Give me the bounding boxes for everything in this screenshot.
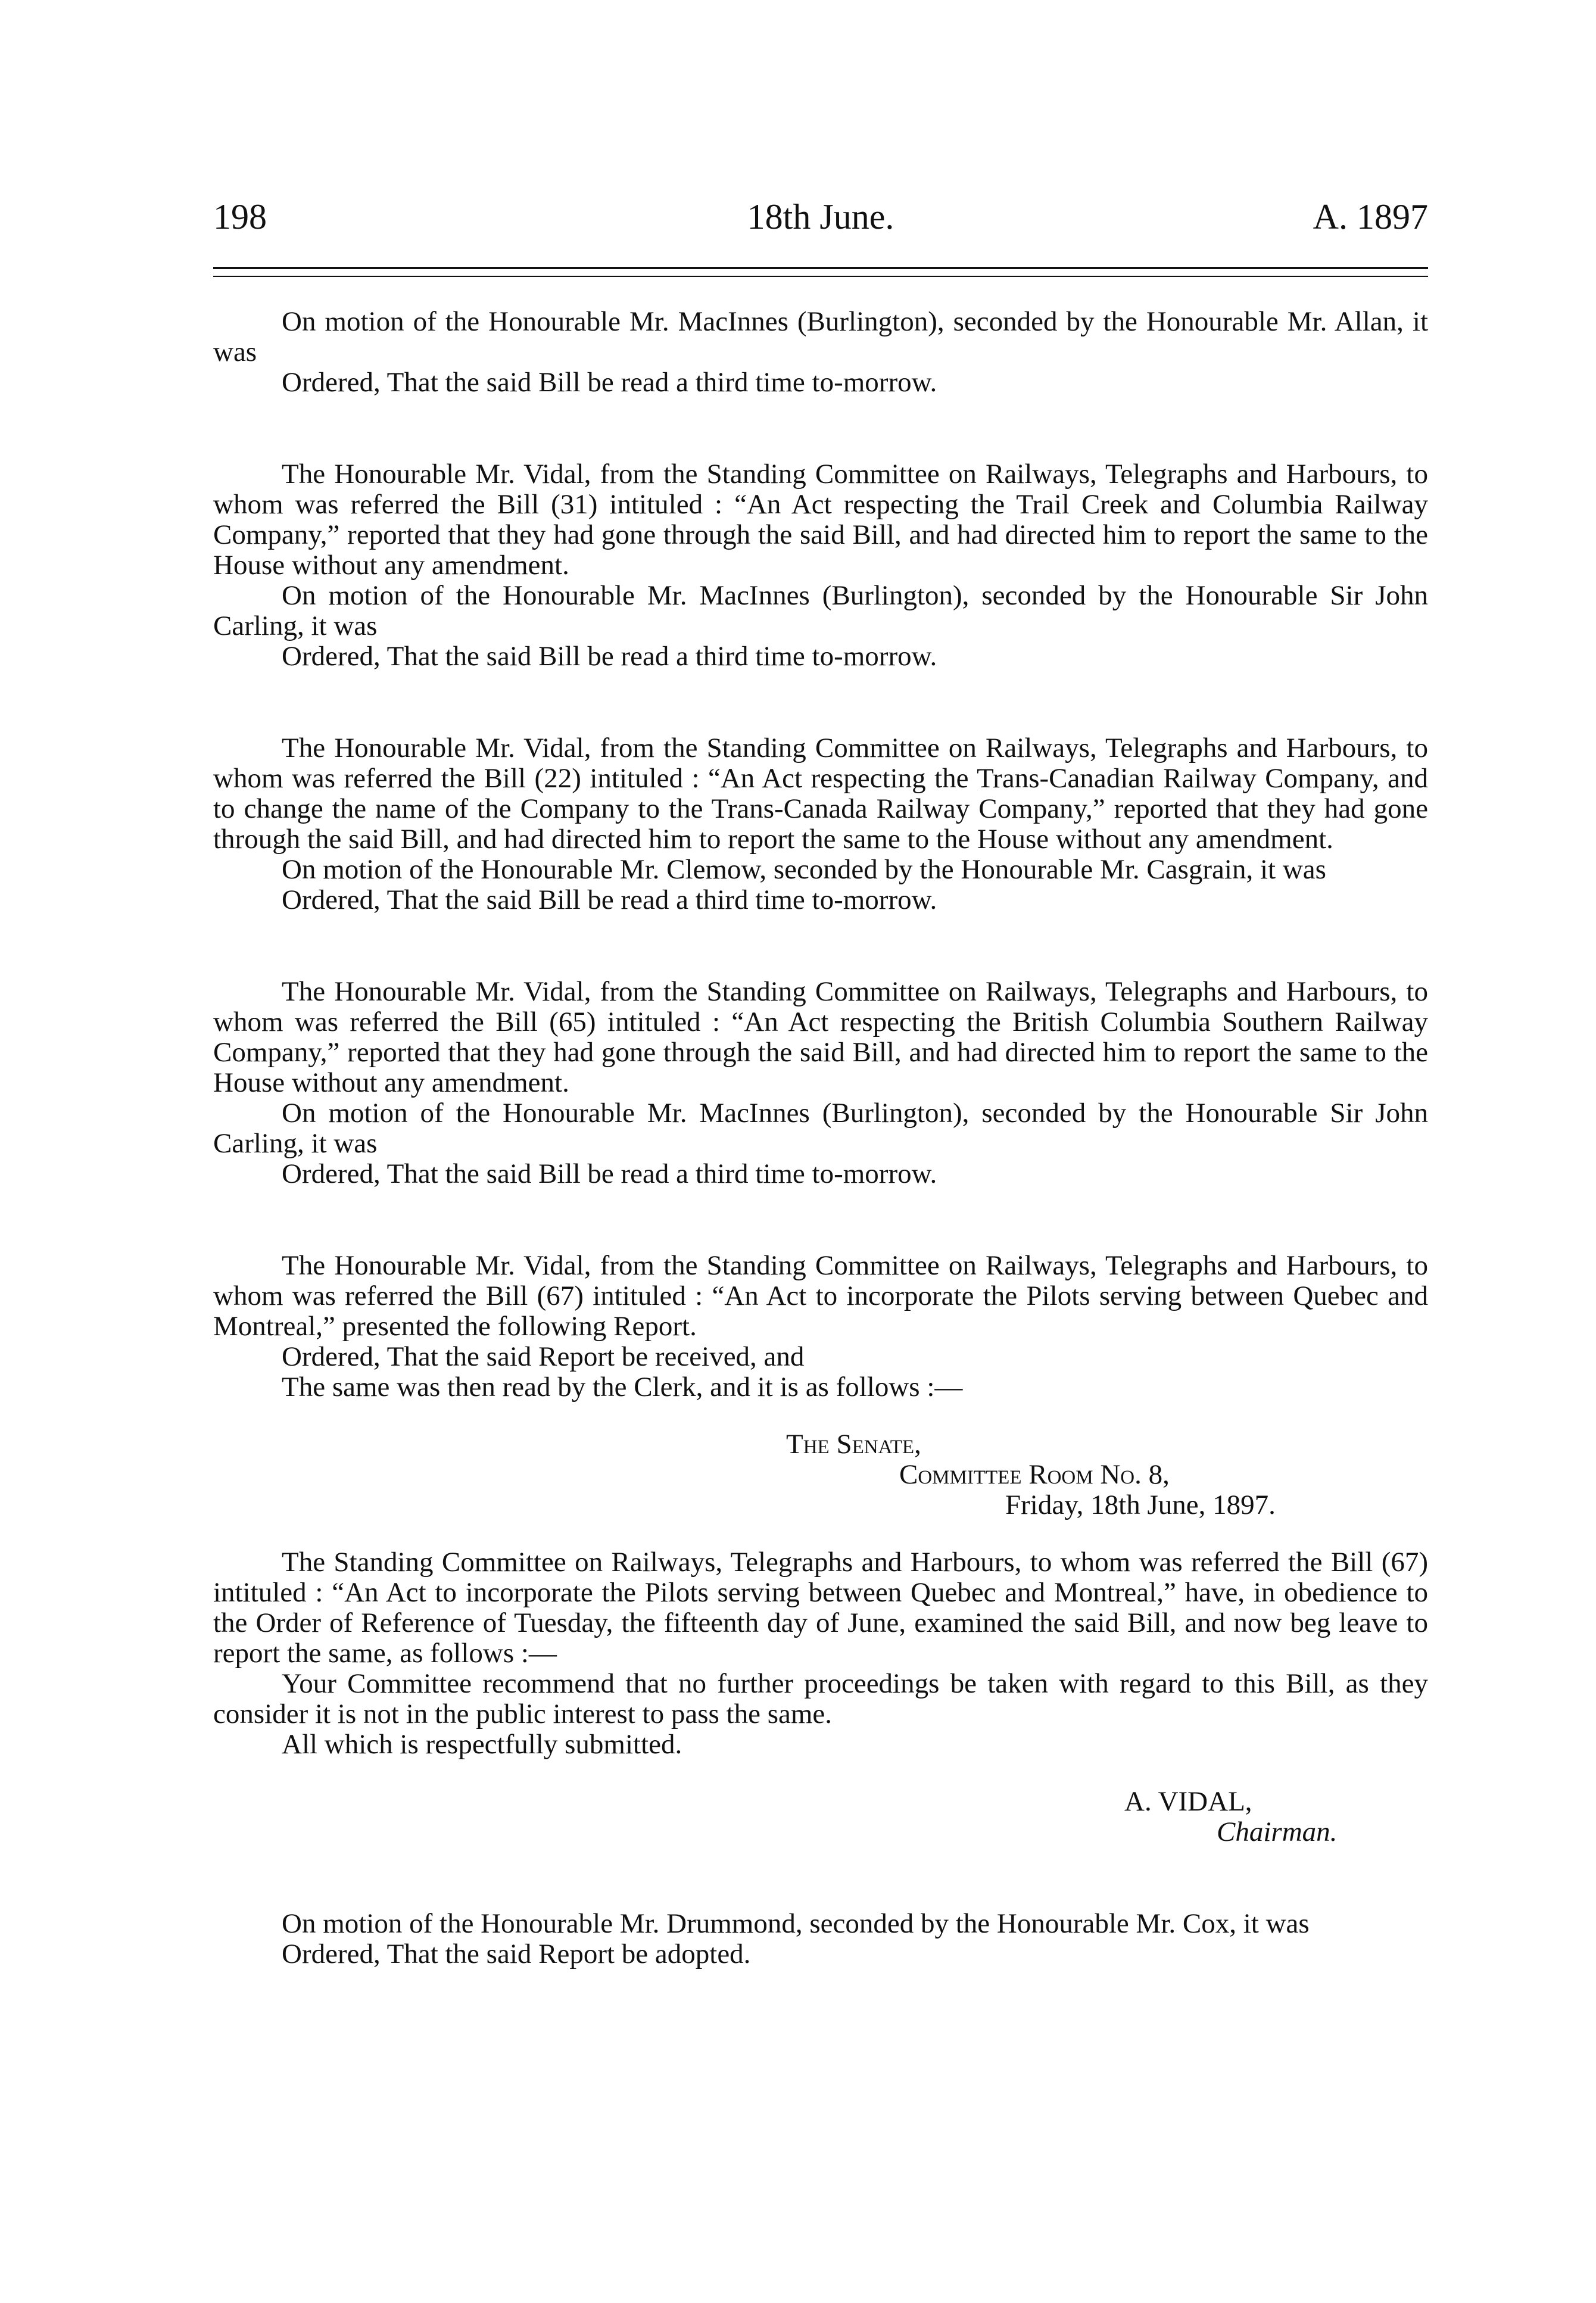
signature-title: Chairman. (1217, 1816, 1338, 1847)
committee-report-paragraph: The Honourable Mr. Vidal, from the Standing Committee on Railways, Telegraphs and Harbours, to whom was referred the Bill (31) intituled : “An Act respecting the Trail Creek and Columbia Railway Company,” reported that they had gone through the said Bill, and had directed him to report the same to the House without any amendment. (213, 459, 1428, 581)
reading-paragraph: The same was then read by the Clerk, and it is as follows :— (282, 1372, 963, 1403)
motion-paragraph: On motion of the Honourable Mr. Drummond, seconded by the Honourable Mr. Cox, it was (282, 1908, 1310, 1939)
order-paragraph: Ordered, That the said Bill be read a third time to-morrow. (282, 367, 937, 398)
page-body (213, 307, 1428, 1969)
motion-paragraph: On motion of the Honourable Mr. MacInnes (Burlington), seconded by the Honourable Sir John Carling, it was (213, 580, 1428, 641)
spacer (213, 398, 1428, 459)
report-paragraph: The Standing Committee on Railways, Telegraphs and Harbours, to whom was referred the Bill (67) intituled : “An Act to incorporate the Pilots serving between Quebec and Montreal,” have, in obedience to the Order of Reference of Tuesday, the fifteenth day of June, examined the said Bill, and now beg leave to report the same, as follows :— (213, 1547, 1428, 1669)
report-room: Committee Room No. 8, (899, 1459, 1170, 1490)
header-rule (213, 267, 1428, 269)
order-paragraph: Ordered, That the said Bill be read a third time to-morrow. (282, 884, 937, 915)
order-paragraph: Ordered, That the said Report be received, and (282, 1341, 805, 1372)
spacer (213, 1403, 1428, 1429)
report-date: Friday, 18th June, 1897. (1005, 1489, 1276, 1520)
spacer (213, 1520, 1428, 1547)
spacer (213, 1189, 1428, 1251)
report-paragraph: All which is respectfully submitted. (282, 1729, 682, 1760)
page-number: 198 (213, 197, 267, 236)
report-senate-heading: The Senate, (786, 1429, 921, 1460)
spacer (213, 1760, 1428, 1787)
order-paragraph: Ordered, That the said Bill be read a third time to-morrow. (282, 1158, 937, 1189)
order-paragraph: Ordered, That the said Report be adopted. (282, 1939, 751, 1969)
motion-paragraph: On motion of the Honourable Mr. MacInnes (Burlington), seconded by the Honourable Sir John Carling, it was (213, 1098, 1428, 1159)
report-paragraph: Your Committee recommend that no further proceedings be taken with regard to this Bill, as they consider it is not in the public interest to pass the same. (213, 1668, 1428, 1729)
page-header (213, 197, 1428, 244)
header-year: A. 1897 (1313, 197, 1428, 236)
committee-report-paragraph: The Honourable Mr. Vidal, from the Standing Committee on Railways, Telegraphs and Harbours, to whom was referred the Bill (22) intituled : “An Act respecting the Trans-Canadian Railway Company, and to change the name of the Company to the Trans-Canada Railway Company,” reported that they had gone through the said Bill, and had directed him to report the same to the House without any amendment. (213, 733, 1428, 855)
spacer (213, 672, 1428, 733)
header-rule-thin (213, 276, 1428, 277)
motion-paragraph: On motion of the Honourable Mr. MacInnes (Burlington), seconded by the Honourable Mr. Allan, it was (213, 306, 1428, 367)
motion-paragraph: On motion of the Honourable Mr. Clemow, seconded by the Honourable Mr. Casgrain, it was (282, 854, 1326, 885)
spacer (213, 915, 1428, 977)
spacer (213, 1847, 1428, 1909)
signature-name: A. VIDAL, (1124, 1786, 1252, 1817)
order-paragraph: Ordered, That the said Bill be read a third time to-morrow. (282, 641, 937, 672)
committee-report-paragraph: The Honourable Mr. Vidal, from the Standing Committee on Railways, Telegraphs and Harbours, to whom was referred the Bill (65) intituled : “An Act respecting the British Columbia Southern Railway Company,” reported that they had gone through the said Bill, and had directed him to report the same to the House without any amendment. (213, 976, 1428, 1098)
header-date: 18th June. (747, 197, 894, 236)
committee-report-paragraph: The Honourable Mr. Vidal, from the Standing Committee on Railways, Telegraphs and Harbours, to whom was referred the Bill (67) intituled : “An Act to incorporate the Pilots serving between Quebec and Montreal,” presented the following Report. (213, 1250, 1428, 1342)
